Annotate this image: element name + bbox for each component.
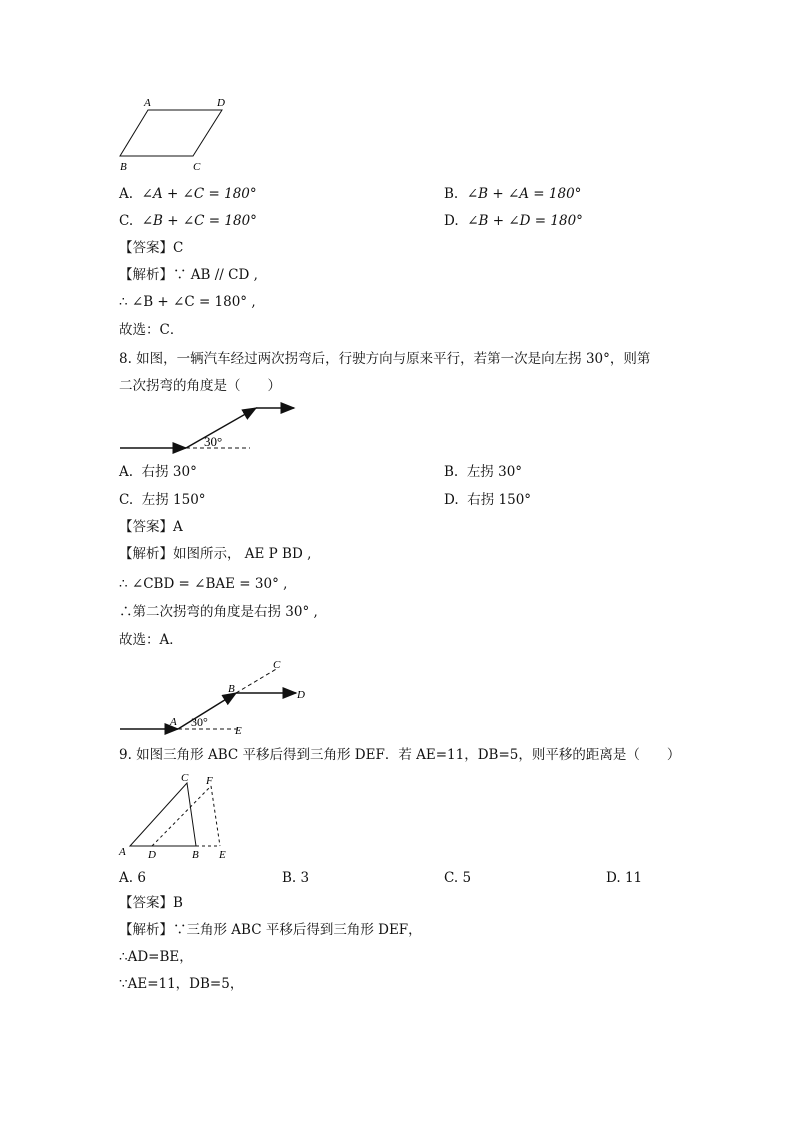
angle-label: 30° xyxy=(191,715,208,729)
q7-option-d[interactable]: D. ∠B + ∠D = 180° xyxy=(444,213,583,229)
label-B: B xyxy=(228,683,235,695)
q8-option-b[interactable]: B. 左拐 30° xyxy=(444,464,523,480)
label-C: C xyxy=(193,161,201,173)
label-D: D xyxy=(148,849,156,861)
q9-step2: ∵AE=11，DB=5， xyxy=(119,976,244,992)
label-D: D xyxy=(297,689,305,701)
label-E: E xyxy=(219,849,226,861)
label-A: A xyxy=(144,97,151,109)
q7-option-a[interactable]: A. ∠A + ∠C = 180° xyxy=(119,186,257,202)
q7-option-b[interactable]: B. ∠B + ∠A = 180° xyxy=(444,186,582,202)
label-C: C xyxy=(181,772,189,784)
q9-step1: ∴AD=BE， xyxy=(119,949,193,965)
q8-option-a[interactable]: A. 右拐 30° xyxy=(119,464,197,480)
label-F: F xyxy=(206,775,213,787)
q9-answer: 【答案】B xyxy=(119,895,183,911)
q7-conclusion: 故选：C． xyxy=(119,322,184,338)
q9-stem: 9. 如图三角形 ABC 平移后得到三角形 DEF．若 AE=11，DB=5，则平移的距离是（ ） xyxy=(119,747,681,763)
triangle-DEF-FE xyxy=(211,786,220,846)
q8-answer: 【答案】A xyxy=(119,519,183,535)
q9-option-d[interactable]: D. 11 xyxy=(606,870,643,886)
q9-option-a[interactable]: A. 6 xyxy=(119,870,146,886)
triangle-ABC xyxy=(130,783,196,846)
label-B: B xyxy=(192,849,199,861)
label-A: A xyxy=(170,716,177,728)
angle-label: 30° xyxy=(204,434,223,449)
parallelogram-shape xyxy=(120,110,222,156)
label-C: C xyxy=(273,659,281,671)
parallelogram-figure xyxy=(110,94,240,179)
q8-stem-line2: 二次拐弯的角度是（ ） xyxy=(119,378,281,394)
q8-conclusion: 故选：A． xyxy=(119,632,183,648)
q7-step1: ∴ ∠B + ∠C = 180° , xyxy=(119,294,256,310)
q7-analysis: 【解析】∵ AB // CD , xyxy=(119,267,258,283)
q8-option-c[interactable]: C. 左拐 150° xyxy=(119,492,206,508)
q9-option-b[interactable]: B. 3 xyxy=(282,870,310,886)
q8-option-d[interactable]: D. 右拐 150° xyxy=(444,492,532,508)
q7-answer: 【答案】C xyxy=(119,240,184,256)
q9-option-c[interactable]: C. 5 xyxy=(444,870,472,886)
triangle-DEF-DF xyxy=(152,786,211,846)
q9-analysis: 【解析】∵三角形 ABC 平移后得到三角形 DEF， xyxy=(119,922,422,938)
q8-stem-line1: 8. 如图，一辆汽车经过两次拐弯后，行驶方向与原来平行，若第一次是向左拐 30°，则第 xyxy=(119,351,651,367)
label-D: D xyxy=(217,97,225,109)
label-B: B xyxy=(120,161,127,173)
triangle-translation-figure xyxy=(116,770,246,860)
q7-option-c[interactable]: C. ∠B + ∠C = 180° xyxy=(119,213,257,229)
q8-analysis: 【解析】如图所示， AE P BD , xyxy=(119,546,312,562)
car-turn-figure xyxy=(118,400,308,456)
car-turn-analysis-figure xyxy=(118,655,318,740)
label-E: E xyxy=(235,725,242,737)
dashed-BC xyxy=(236,668,278,693)
q8-step2: ∴第二次拐弯的角度是右拐 30° , xyxy=(119,604,318,620)
label-A: A xyxy=(119,846,126,858)
q8-step1: ∴ ∠CBD = ∠BAE = 30° , xyxy=(119,576,288,592)
